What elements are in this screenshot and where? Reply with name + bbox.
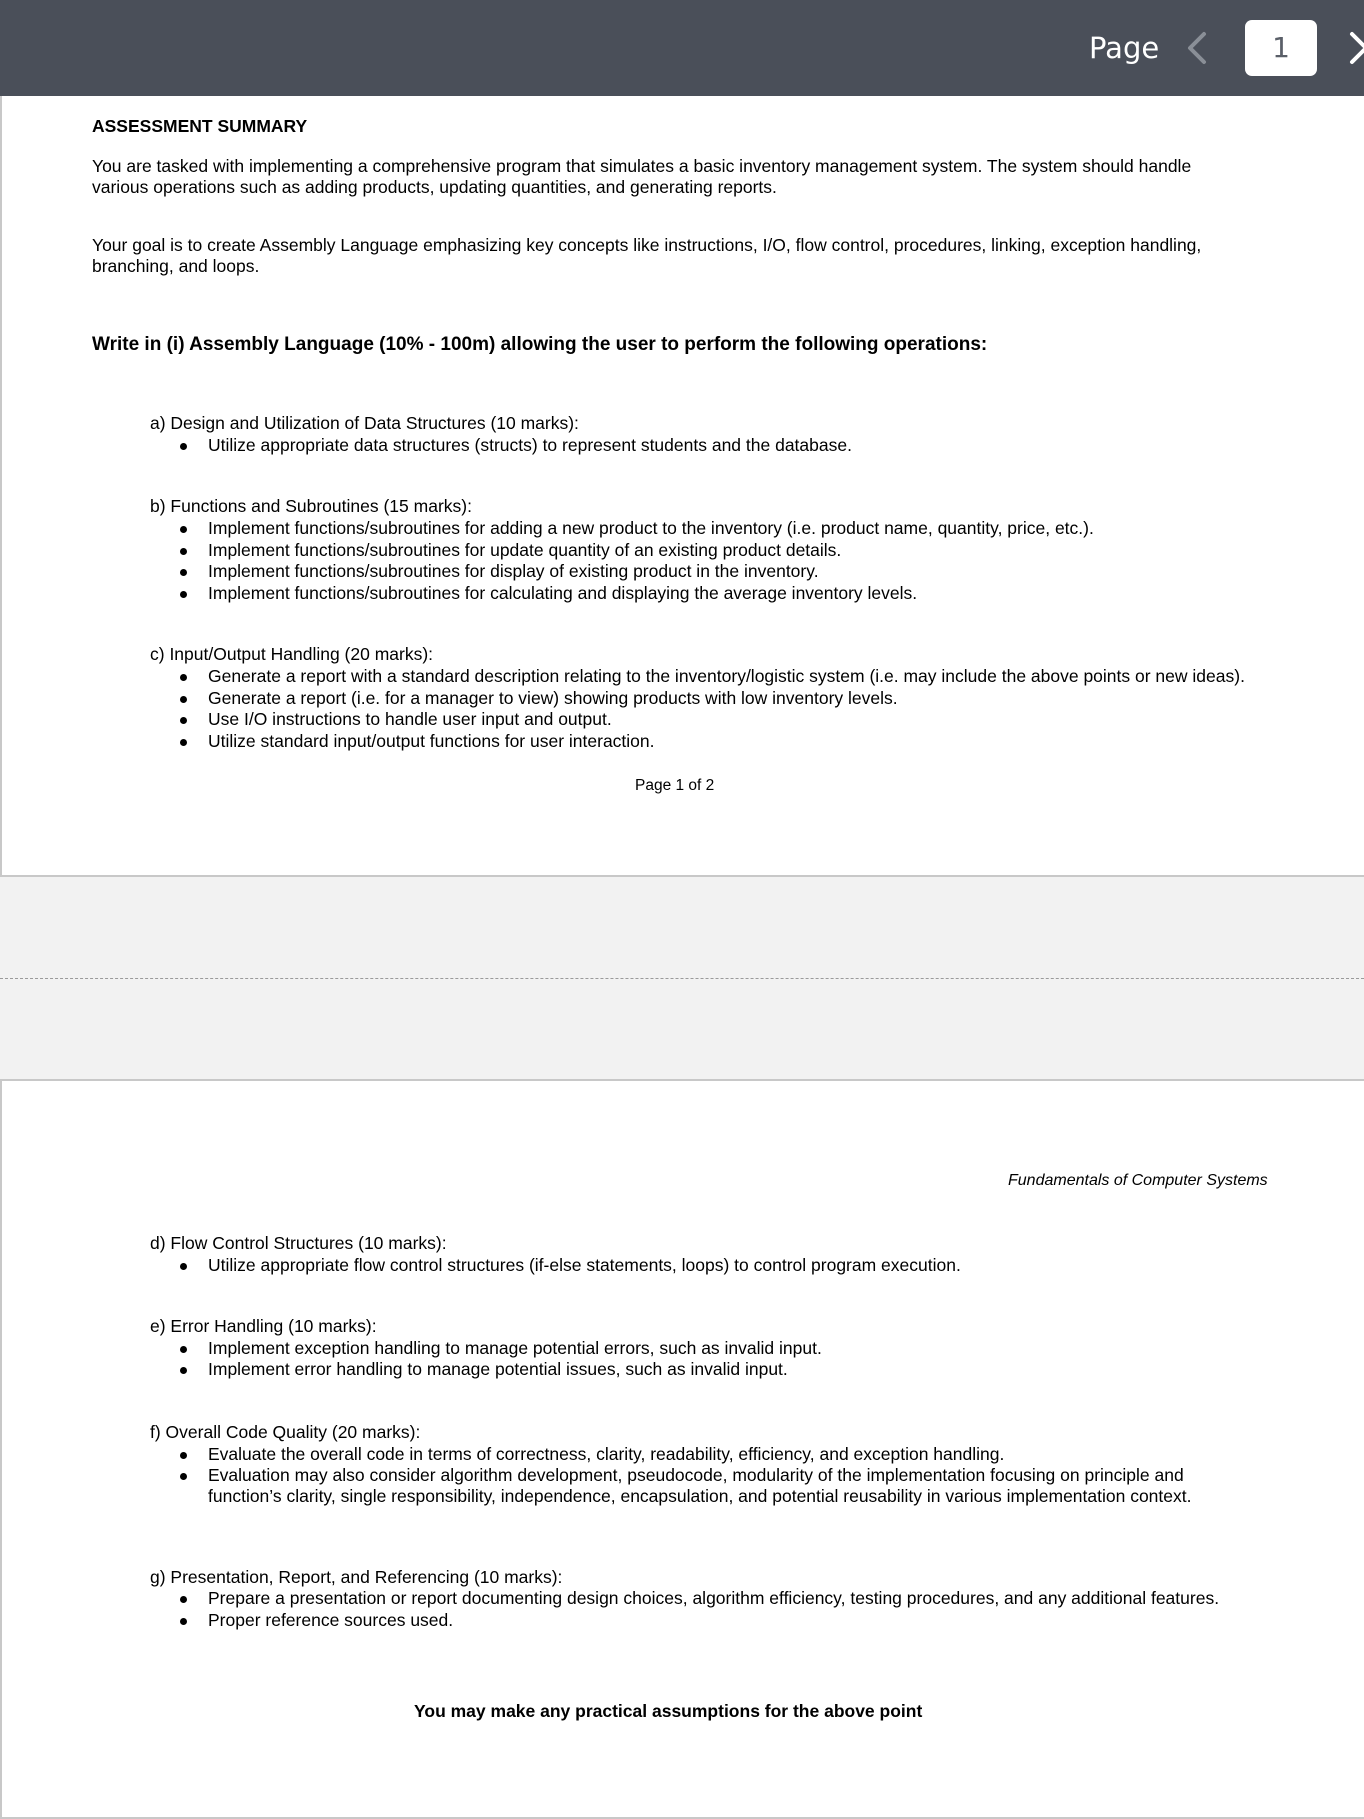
bullet-dot [180, 1618, 187, 1625]
viewer-toolbar [0, 0, 1364, 96]
chevron-right-icon[interactable] [1344, 28, 1364, 68]
bullet-dot [180, 1452, 187, 1459]
bullet-dot [180, 1473, 187, 1480]
bullet-dot [180, 696, 187, 703]
bullet-dot [180, 1263, 187, 1270]
chevron-left-icon[interactable] [1180, 28, 1214, 68]
bullet-dot [180, 569, 187, 576]
bullet-dot [180, 1596, 187, 1603]
intro-paragraph-line: various operations such as adding products, updating quantities, and generating reports. [92, 177, 777, 197]
bullet-dot [180, 739, 187, 746]
goal-paragraph-line: branching, and loops. [92, 256, 260, 276]
running-header: Fundamentals of Computer Systems [1008, 1172, 1268, 1189]
page-footer: Page 1 of 2 [635, 777, 715, 794]
section-c-title: c) Input/Output Handling (20 marks): [150, 644, 434, 664]
document-page-1 [0, 96, 1364, 877]
bullet-dot [180, 548, 187, 555]
bullet-dot [180, 674, 187, 681]
assessment-heading: ASSESSMENT SUMMARY [92, 116, 308, 136]
closing-note: You may make any practical assumptions for the above point [414, 1701, 923, 1721]
instruction-heading: Write in (i) Assembly Language (10% - 100m) allowing the user to perform the following operations: [92, 334, 988, 355]
bullet-dot [180, 591, 187, 598]
section-f-title: f) Overall Code Quality (20 marks): [150, 1422, 421, 1442]
goal-paragraph-line: Your goal is to create Assembly Language emphasizing key concepts like instructions, I/O, flow control, procedures, linking, exception handling, [92, 235, 1202, 255]
bullet-dot [180, 443, 187, 450]
page-label: Page [1089, 31, 1160, 65]
intro-paragraph-line: You are tasked with implementing a comprehensive program that simulates a basic inventory management system. The system should handle [92, 156, 1192, 176]
page-break-divider [0, 978, 1364, 979]
section-a-title: a) Design and Utilization of Data Structures (10 marks): [150, 413, 579, 433]
bullet-dot [180, 1346, 187, 1353]
section-e-title: e) Error Handling (10 marks): [150, 1316, 377, 1336]
section-b-title: b) Functions and Subroutines (15 marks): [150, 496, 472, 516]
section-d-title: d) Flow Control Structures (10 marks): [150, 1233, 447, 1253]
bullet-dot [180, 1367, 187, 1374]
section-g-title: g) Presentation, Report, and Referencing (10 marks): [150, 1567, 563, 1587]
page-number-input[interactable]: 1 [1245, 20, 1317, 76]
bullet-dot [180, 526, 187, 533]
bullet-dot [180, 717, 187, 724]
